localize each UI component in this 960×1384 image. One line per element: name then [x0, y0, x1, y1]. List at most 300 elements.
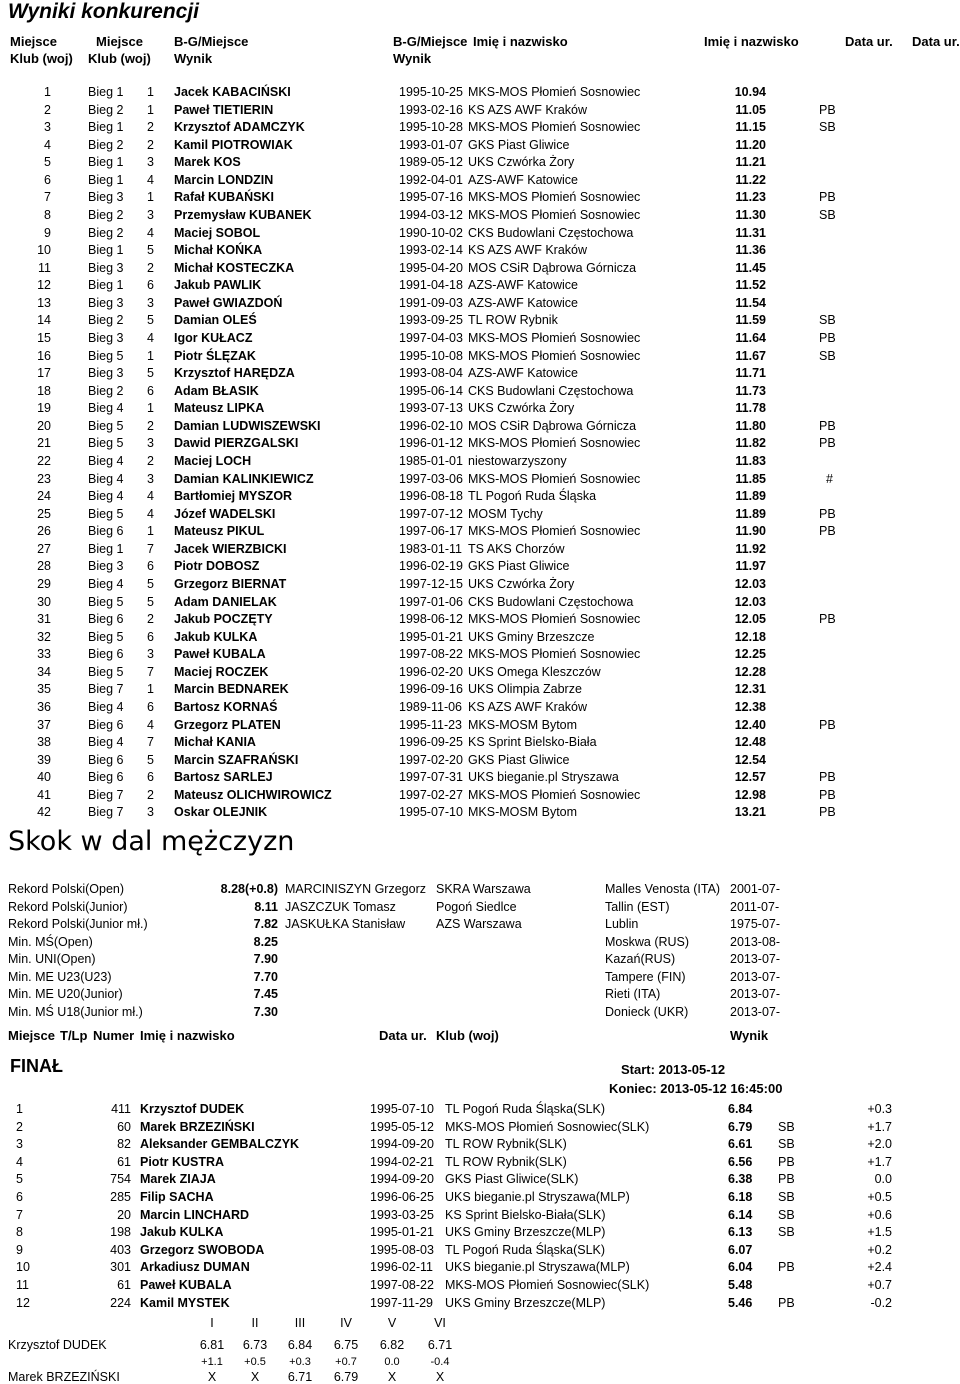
cell-club: MKS-MOS Płomień Sosnowiec	[468, 331, 641, 345]
cell-birthdate: 1996-02-11	[370, 1260, 434, 1274]
cell-name: Marcin BEDNAREK	[174, 682, 289, 696]
col-header-birthdate: Data ur.	[845, 34, 893, 49]
cell-birthdate: 1995-11-23	[399, 718, 463, 732]
attempt-header: II	[251, 1316, 259, 1330]
record-place: Malles Venosta (ITA)	[605, 882, 721, 896]
cell-result: 11.21	[735, 155, 766, 169]
cell-result: 12.38	[734, 700, 766, 714]
cell-result: 11.71	[735, 366, 766, 380]
cell-club: UKS bieganie.pl Stryszawa	[468, 770, 619, 784]
cell-birthdate: 1991-09-03	[399, 296, 463, 310]
cell-heat: Bieg 4	[88, 489, 124, 503]
cell-bib: 224	[110, 1296, 131, 1310]
cell-place: 35	[37, 682, 51, 696]
cell-name: Michał KANIA	[174, 735, 256, 749]
cell-heat: Bieg 1	[88, 278, 124, 292]
cell-record-flag: PB	[819, 331, 836, 345]
cell-result: 12.05	[734, 612, 766, 626]
cell-heat-place: 5	[147, 753, 154, 767]
cell-record-flag: PB	[819, 524, 836, 538]
cell-place: 27	[37, 542, 51, 556]
cell-name: Krzysztof HARĘDZA	[174, 366, 295, 380]
cell-result: 11.54	[735, 296, 766, 310]
cell-result: 11.67	[735, 349, 766, 363]
cell-place: 3	[16, 1137, 23, 1151]
cell-record-flag: PB	[819, 436, 836, 450]
cell-record-flag: PB	[819, 103, 836, 117]
record-label: Rekord Polski(Junior)	[8, 900, 128, 914]
cell-birthdate: 1995-01-21	[370, 1225, 434, 1239]
cell-birthdate: 1990-10-02	[399, 226, 463, 240]
cell-birthdate: 1993-07-13	[399, 401, 463, 415]
cell-result: 11.89	[735, 489, 766, 503]
cell-place: 31	[37, 612, 51, 626]
cell-birthdate: 1989-11-06	[399, 700, 463, 714]
cell-name: Jacek KABACIŃSKI	[174, 85, 291, 99]
cell-heat-place: 2	[147, 419, 154, 433]
attempt-mark: 6.75	[333, 1338, 359, 1352]
cell-name: Marek BRZEZIŃSKI	[140, 1120, 255, 1134]
cell-club: UKS Olimpia Zabrze	[468, 682, 582, 696]
cell-club: KS Sprint Bielsko-Biała	[468, 735, 597, 749]
cell-result: 11.89	[735, 507, 766, 521]
cell-heat-place: 2	[147, 261, 154, 275]
cell-heat-place: 3	[147, 296, 154, 310]
cell-result: 11.45	[735, 261, 766, 275]
cell-place: 39	[37, 753, 51, 767]
cell-name: Maciej SOBOL	[174, 226, 261, 240]
cell-club: MOS CSiR Dąbrowa Górnicza	[468, 261, 637, 275]
cell-place: 8	[44, 208, 51, 222]
cell-birthdate: 1993-03-25	[370, 1208, 434, 1222]
cell-name: Bartosz KORNAŚ	[174, 700, 278, 714]
cell-result: 6.61	[728, 1137, 753, 1151]
record-date: 2013-08-	[730, 935, 781, 949]
cell-record-flag: SB	[778, 1225, 795, 1239]
cell-heat-place: 6	[147, 770, 154, 784]
cell-club: MKS-MOSM Bytom	[468, 718, 578, 732]
cell-result: 11.90	[735, 524, 766, 538]
cell-result: 6.38	[728, 1172, 753, 1186]
cell-place: 2	[44, 103, 51, 117]
cell-result: 11.85	[735, 472, 766, 486]
cell-name: Grzegorz SWOBODA	[140, 1243, 265, 1257]
cell-bib: 82	[117, 1137, 131, 1151]
cell-club: CKS Budowlani Częstochowa	[468, 595, 634, 609]
cell-place: 17	[37, 366, 51, 380]
cell-birthdate: 1995-07-10	[399, 805, 463, 819]
cell-name: Marcin LINCHARD	[140, 1208, 250, 1222]
cell-place: 4	[16, 1155, 23, 1169]
cell-heat-place: 6	[147, 278, 154, 292]
attempt-mark: X	[387, 1370, 397, 1384]
cell-heat-place: 1	[147, 349, 154, 363]
cell-place: 23	[37, 472, 51, 486]
cell-heat: Bieg 4	[88, 700, 124, 714]
cell-name: Damian KALINKIEWICZ	[174, 472, 314, 486]
cell-club: AZS-AWF Katowice	[468, 173, 578, 187]
attempt-wind: 0.0	[384, 1356, 400, 1368]
cell-name: Przemysław KUBANEK	[174, 208, 312, 222]
record-place: Kazań(RUS)	[605, 952, 676, 966]
cell-heat-place: 1	[147, 524, 154, 538]
cell-place: 38	[37, 735, 51, 749]
cell-result: 12.03	[734, 577, 766, 591]
cell-name: Dawid PIERZGALSKI	[174, 436, 299, 450]
cell-result: 11.30	[735, 208, 766, 222]
cell-result: 5.46	[728, 1296, 753, 1310]
cell-club: UKS Czwórka Żory	[468, 155, 575, 169]
record-date: 2011-07-	[730, 900, 780, 914]
cell-heat-place: 6	[147, 700, 154, 714]
record-place: Tampere (FIN)	[605, 970, 686, 984]
cell-heat: Bieg 1	[88, 155, 124, 169]
cell-club: UKS Czwórka Żory	[468, 577, 575, 591]
cell-place: 13	[37, 296, 51, 310]
cell-heat: Bieg 4	[88, 735, 124, 749]
cell-heat-place: 1	[147, 401, 154, 415]
cell-club: TL ROW Rybnik(SLK)	[445, 1155, 567, 1169]
cell-result: 12.31	[734, 682, 766, 696]
cell-club: MKS-MOS Płomień Sosnowiec	[468, 472, 641, 486]
cell-place: 6	[16, 1190, 23, 1204]
attempt-header: III	[294, 1316, 306, 1330]
cell-club: niestowarzyszony	[468, 454, 567, 468]
record-label: Min. ME U20(Junior)	[8, 987, 123, 1001]
cell-club: CKS Budowlani Częstochowa	[468, 384, 634, 398]
cell-heat: Bieg 4	[88, 401, 124, 415]
cell-place: 1	[44, 85, 51, 99]
col-header-place: Miejsce	[96, 34, 143, 49]
cell-heat: Bieg 7	[88, 682, 124, 696]
cell-bib: 403	[110, 1243, 131, 1257]
cell-club: TL Pogoń Ruda Śląska(SLK)	[445, 1243, 606, 1257]
cell-club: MKS-MOS Płomień Sosnowiec	[468, 208, 641, 222]
cell-club: MKS-MOS Płomień Sosnowiec	[468, 190, 641, 204]
cell-heat-place: 3	[147, 647, 154, 661]
cell-club: UKS Omega Kleszczów	[468, 665, 601, 679]
cell-heat-place: 2	[147, 612, 154, 626]
cell-record-flag: PB	[778, 1155, 795, 1169]
record-place: Rieti (ITA)	[605, 987, 661, 1001]
cell-club: GKS Piast Gliwice	[468, 753, 570, 767]
cell-bib: 61	[117, 1155, 131, 1169]
cell-heat-place: 7	[147, 542, 154, 556]
cell-result: 11.80	[735, 419, 766, 433]
record-holder: MARCINISZYN Grzegorz	[285, 882, 426, 896]
cell-club: MKS-MOSM Bytom	[468, 805, 578, 819]
col-header-place: Miejsce	[10, 34, 57, 49]
cell-name: Damian LUDWISZEWSKI	[174, 419, 321, 433]
cell-birthdate: 1994-09-20	[370, 1172, 434, 1186]
cell-name: Marek ZIAJA	[140, 1172, 216, 1186]
col-header-birthdate: Data ur.	[379, 1028, 427, 1043]
cell-place: 11	[38, 261, 51, 275]
cell-name: Jakub KULKA	[140, 1225, 224, 1239]
cell-heat-place: 5	[147, 366, 154, 380]
attempt-wind: +0.3	[289, 1356, 311, 1368]
cell-record-flag: SB	[819, 313, 836, 327]
cell-place: 9	[44, 226, 51, 240]
cell-club: UKS bieganie.pl Stryszawa(MLP)	[445, 1190, 630, 1204]
cell-birthdate: 1996-02-10	[399, 419, 463, 433]
cell-record-flag: #	[826, 472, 833, 486]
cell-birthdate: 1996-01-12	[399, 436, 463, 450]
record-date: 2013-07-	[730, 970, 781, 984]
cell-result: 11.64	[735, 331, 766, 345]
cell-result: 6.14	[728, 1208, 753, 1222]
cell-result: 12.18	[734, 630, 766, 644]
cell-club: CKS Budowlani Częstochowa	[468, 226, 634, 240]
cell-club: UKS Gminy Brzeszcze	[468, 630, 595, 644]
cell-heat: Bieg 2	[88, 226, 124, 240]
cell-bib: 61	[117, 1278, 131, 1292]
cell-heat-place: 1	[147, 103, 154, 117]
cell-heat-place: 6	[147, 559, 154, 573]
cell-result: 11.20	[735, 138, 766, 152]
cell-heat-place: 4	[147, 718, 154, 732]
record-value: 8.28(+0.8)	[220, 882, 278, 896]
record-holder: JASZCZUK Tomasz	[285, 900, 396, 914]
cell-record-flag: SB	[778, 1208, 795, 1222]
cell-heat-place: 4	[147, 507, 154, 521]
cell-wind: +2.0	[867, 1137, 892, 1151]
cell-record-flag: PB	[778, 1296, 795, 1310]
cell-place: 11	[16, 1278, 29, 1292]
cell-place: 7	[44, 190, 51, 204]
cell-place: 14	[37, 313, 51, 327]
col-header-heat-place: B-G/Miejsce	[393, 34, 468, 49]
attempt-mark: X	[250, 1370, 260, 1384]
cell-place: 6	[44, 173, 51, 187]
cell-result: 12.25	[734, 647, 766, 661]
cell-birthdate: 1997-02-20	[399, 753, 463, 767]
cell-birthdate: 1998-06-12	[399, 612, 463, 626]
cell-heat: Bieg 6	[88, 524, 124, 538]
cell-name: Adam DANIELAK	[174, 595, 277, 609]
col-header-name: Imię i nazwisko	[140, 1028, 235, 1043]
cell-result: 13.21	[734, 805, 766, 819]
cell-name: Paweł KUBALA	[174, 647, 266, 661]
cell-record-flag: PB	[819, 718, 836, 732]
cell-club: MOS CSiR Dąbrowa Górnicza	[468, 419, 637, 433]
record-date: 2013-07-	[730, 987, 781, 1001]
cell-place: 22	[37, 454, 51, 468]
cell-club: UKS bieganie.pl Stryszawa(MLP)	[445, 1260, 630, 1274]
cell-place: 24	[37, 489, 51, 503]
cell-record-flag: SB	[778, 1190, 795, 1204]
cell-club: KS AZS AWF Kraków	[468, 103, 588, 117]
cell-result: 6.79	[728, 1120, 753, 1134]
cell-place: 25	[37, 507, 51, 521]
cell-name: Igor KUŁACZ	[174, 331, 253, 345]
cell-place: 4	[44, 138, 51, 152]
cell-name: Krzysztof DUDEK	[140, 1102, 245, 1116]
attempt-mark: 6.71	[427, 1338, 453, 1352]
cell-club: MKS-MOS Płomień Sosnowiec	[468, 120, 641, 134]
record-label: Rekord Polski(Junior mł.)	[8, 917, 148, 931]
cell-name: Marcin LONDZIN	[174, 173, 274, 187]
cell-place: 8	[16, 1225, 23, 1239]
cell-birthdate: 1995-07-10	[370, 1102, 434, 1116]
col-header-result: Wynik	[393, 51, 432, 66]
col-header-heat-place: B-G/Miejsce	[174, 34, 249, 49]
cell-birthdate: 1989-05-12	[399, 155, 463, 169]
record-label: Min. ME U23(U23)	[8, 970, 112, 984]
end-time: Koniec: 2013-05-12 16:45:00	[609, 1081, 783, 1096]
cell-name: Jakub KULKA	[174, 630, 258, 644]
cell-place: 30	[37, 595, 51, 609]
col-header-club: Klub (woj)	[436, 1028, 499, 1043]
cell-heat-place: 6	[147, 384, 154, 398]
record-date: 2013-07-	[730, 952, 781, 966]
col-header-name: Imię i nazwisko	[704, 34, 799, 49]
cell-result: 12.48	[734, 735, 766, 749]
cell-bib: 754	[110, 1172, 131, 1186]
cell-wind: +0.6	[867, 1208, 892, 1222]
cell-result: 12.57	[734, 770, 766, 784]
cell-place: 21	[37, 436, 51, 450]
record-value: 8.11	[254, 900, 278, 914]
cell-heat-place: 5	[147, 595, 154, 609]
col-header-name: Imię i nazwisko	[473, 34, 568, 49]
cell-club: TL Pogoń Ruda Śląska(SLK)	[445, 1102, 606, 1116]
cell-heat: Bieg 4	[88, 454, 124, 468]
cell-birthdate: 1997-07-12	[399, 507, 463, 521]
attempt-header: VI	[434, 1316, 446, 1330]
cell-heat-place: 7	[147, 735, 154, 749]
cell-heat-place: 3	[147, 805, 154, 819]
col-header-result: Wynik	[730, 1028, 769, 1043]
cell-record-flag: SB	[819, 349, 836, 363]
cell-place: 19	[37, 401, 51, 415]
cell-birthdate: 1995-08-03	[370, 1243, 434, 1257]
cell-record-flag: PB	[819, 190, 836, 204]
cell-birthdate: 1994-03-12	[399, 208, 463, 222]
cell-record-flag: PB	[819, 507, 836, 521]
cell-wind: +0.7	[867, 1278, 892, 1292]
cell-name: Mateusz OLICHWIROWICZ	[174, 788, 332, 802]
cell-club: AZS-AWF Katowice	[468, 296, 578, 310]
cell-club: MOSM Tychy	[468, 507, 543, 521]
cell-name: Józef WADELSKI	[174, 507, 276, 521]
cell-result: 6.13	[728, 1225, 753, 1239]
cell-heat: Bieg 5	[88, 419, 124, 433]
cell-result: 11.83	[735, 454, 766, 468]
record-value: 8.25	[253, 935, 278, 949]
cell-heat: Bieg 3	[88, 331, 124, 345]
record-date: 1975-07-	[730, 917, 781, 931]
cell-place: 18	[37, 384, 51, 398]
cell-name: Maciej ROCZEK	[174, 665, 269, 679]
cell-heat: Bieg 2	[88, 138, 124, 152]
cell-heat: Bieg 1	[88, 85, 124, 99]
cell-heat: Bieg 6	[88, 770, 124, 784]
record-value: 7.70	[253, 970, 278, 984]
cell-heat: Bieg 4	[88, 577, 124, 591]
record-date: 2001-07-	[730, 882, 781, 896]
cell-name: Grzegorz PLATEN	[174, 718, 281, 732]
attempt-mark: 6.84	[287, 1338, 313, 1352]
cell-result: 11.05	[735, 103, 766, 117]
cell-birthdate: 1995-10-28	[399, 120, 463, 134]
cell-result: 11.78	[735, 401, 766, 415]
cell-name: Aleksander GEMBALCZYK	[140, 1137, 300, 1151]
cell-name: Mateusz PIKUL	[174, 524, 265, 538]
cell-result: 11.36	[735, 243, 766, 257]
cell-result: 11.22	[735, 173, 766, 187]
cell-heat: Bieg 2	[88, 103, 124, 117]
cell-heat-place: 2	[147, 454, 154, 468]
col-header-birthdate: Data ur.	[912, 34, 960, 49]
cell-birthdate: 1997-08-22	[370, 1278, 434, 1292]
cell-heat-place: 7	[147, 665, 154, 679]
cell-place: 5	[16, 1172, 23, 1186]
cell-place: 37	[37, 718, 51, 732]
cell-place: 32	[37, 630, 51, 644]
cell-bib: 20	[117, 1208, 131, 1222]
cell-club: TL ROW Rybnik	[468, 313, 558, 327]
record-place: Lublin	[605, 917, 639, 931]
cell-heat-place: 2	[147, 120, 154, 134]
record-value: 7.45	[253, 987, 278, 1001]
cell-birthdate: 1983-01-11	[399, 542, 463, 556]
cell-record-flag: SB	[819, 120, 836, 134]
attempt-mark: X	[207, 1370, 217, 1384]
cell-result: 5.48	[728, 1278, 753, 1292]
cell-result: 11.59	[735, 313, 766, 327]
cell-birthdate: 1995-07-16	[399, 190, 463, 204]
cell-wind: +2.4	[867, 1260, 892, 1274]
cell-name: Kamil MYSTEK	[140, 1296, 230, 1310]
cell-birthdate: 1994-09-20	[370, 1137, 434, 1151]
cell-place: 3	[44, 120, 51, 134]
attempt-mark: X	[435, 1370, 445, 1384]
cell-heat: Bieg 5	[88, 436, 124, 450]
record-club: AZS Warszawa	[436, 917, 522, 931]
cell-record-flag: SB	[819, 208, 836, 222]
attempt-wind: +1.1	[201, 1356, 223, 1368]
record-place: Donieck (UKR)	[605, 1005, 689, 1019]
cell-place: 12	[16, 1296, 30, 1310]
cell-birthdate: 1995-10-25	[399, 85, 463, 99]
cell-club: MKS-MOS Płomień Sosnowiec	[468, 524, 641, 538]
cell-heat: Bieg 6	[88, 612, 124, 626]
record-label: Rekord Polski(Open)	[8, 882, 125, 896]
cell-birthdate: 1997-01-06	[399, 595, 463, 609]
cell-club: UKS Czwórka Żory	[468, 401, 575, 415]
cell-heat: Bieg 3	[88, 296, 124, 310]
cell-result: 11.23	[735, 190, 766, 204]
cell-heat-place: 4	[147, 331, 154, 345]
cell-club: MKS-MOS Płomień Sosnowiec	[468, 436, 641, 450]
cell-birthdate: 1996-02-19	[399, 559, 463, 573]
cell-place: 29	[37, 577, 51, 591]
cell-birthdate: 1996-09-16	[399, 682, 463, 696]
cell-wind: +0.5	[867, 1190, 892, 1204]
cell-result: 10.94	[734, 85, 766, 99]
cell-birthdate: 1993-08-04	[399, 366, 463, 380]
attempt-header: V	[387, 1316, 397, 1330]
cell-club: MKS-MOS Płomień Sosnowiec	[468, 612, 641, 626]
cell-name: Kamil PIOTROWIAK	[174, 138, 293, 152]
cell-club: UKS Gminy Brzeszcze(MLP)	[445, 1225, 606, 1239]
cell-birthdate: 1994-02-21	[370, 1155, 434, 1169]
cell-club: MKS-MOS Płomień Sosnowiec	[468, 349, 641, 363]
cell-club: MKS-MOS Płomień Sosnowiec	[468, 788, 641, 802]
cell-birthdate: 1997-03-06	[399, 472, 463, 486]
cell-heat-place: 3	[147, 472, 154, 486]
